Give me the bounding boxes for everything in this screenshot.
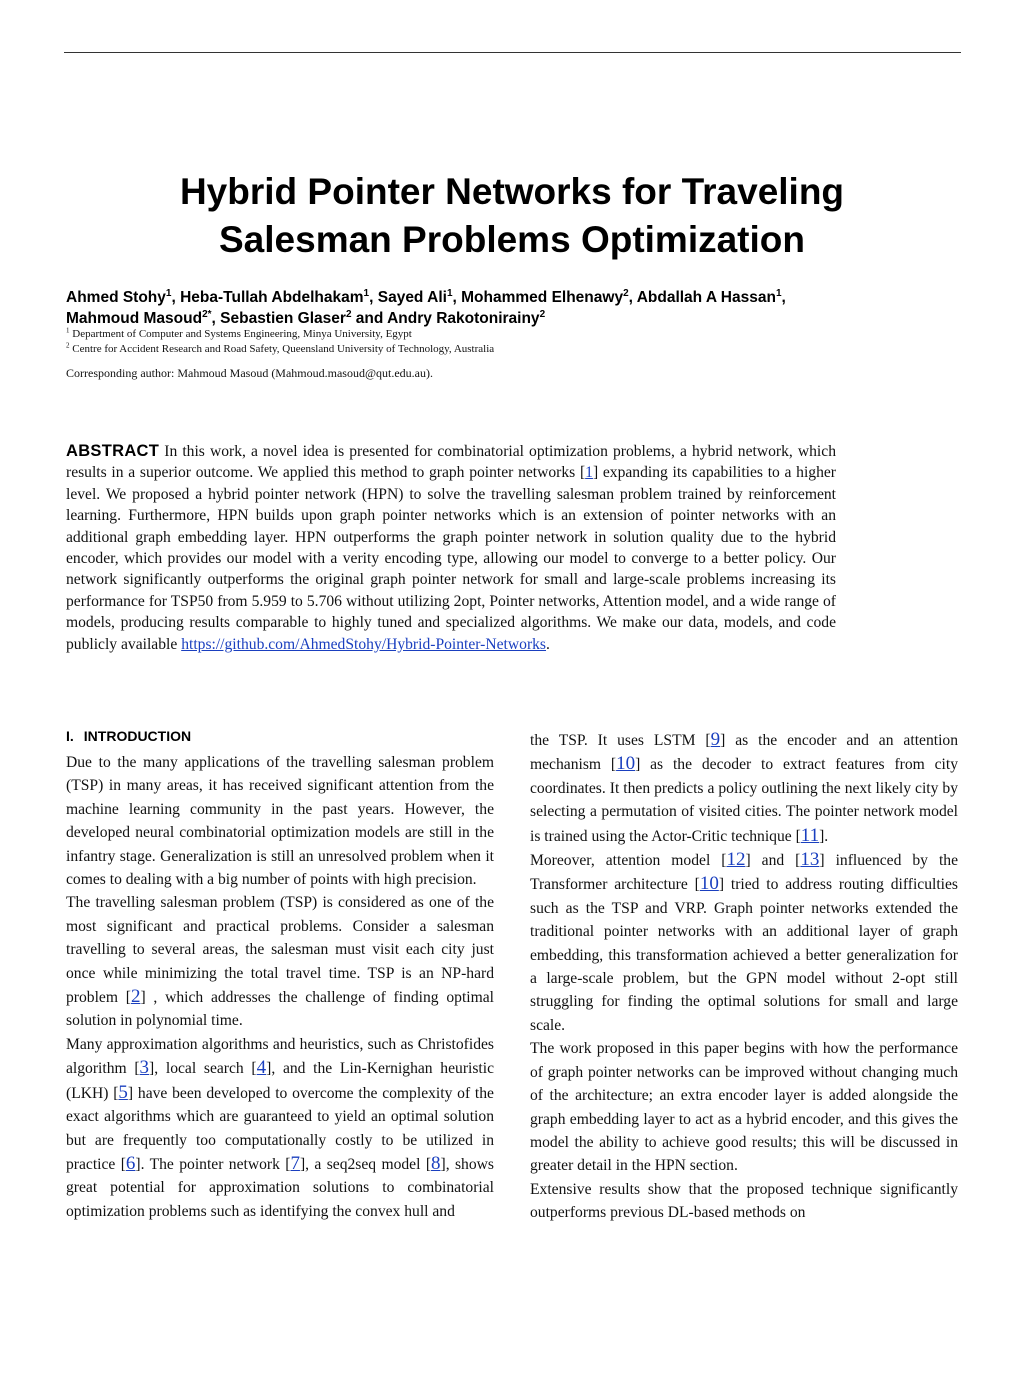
paper-title — [0, 168, 1024, 264]
affiliation-2: $^2$ Centre for Accident Research and Road Safety, Queensland University of Technology, Australia — [66, 341, 495, 355]
right-column — [530, 728, 958, 1225]
abstract-heading: ABSTRACT — [66, 442, 160, 460]
citation-link[interactable]: 2 — [130, 986, 141, 1008]
author: Mohammed Elhenawy$^2$ — [461, 287, 629, 306]
author: Abdallah A Hassan$^1$ — [636, 287, 782, 306]
paragraph: Extensive results show that the proposed technique significantly outperforms previous DL-based methods on — [530, 1180, 958, 1222]
paragraph: Many approximation algorithms and heuristics, such as Christofides algorithm [3], local search [4], and the Lin-Kernighan heuristic (LKH) [5] have been developed to overcome the complexity of the exact algorithms which are guaranteed to yield an optimal solution but are frequently too computationally costly to be utilized in practice [6]. The pointer network [7], a seq2seq model [8], shows great potential for approximation solutions to combinatorial optimization problems such as identifying the convex hull and — [66, 1035, 494, 1220]
title-line-2: Salesman Problems Optimization — [219, 219, 805, 260]
author: Sayed Ali$^1$ — [377, 287, 453, 306]
citation-link[interactable]: 13 — [800, 849, 820, 871]
paragraph: the TSP. It uses LSTM [9] as the encoder and an attention mechanism [10] as the decoder to extract features from city coordinates. It then predicts a policy outlining the next likely city by selecting a permutation of visited cities. The pointer network model is trained using the Actor-Critic technique [11]. — [530, 729, 959, 846]
paragraph: Moreover, attention model [12] and [13] influenced by the Transformer architecture [10] tried to address routing difficulties such as the TSP and VRP. Graph pointer networks extended the traditional pointer networks with an additional layer of graph embedding, this transformation achieved a better generalization for a large-scale problem, but the GPN model without 2-opt still struggling for finding the optimal solutions for small and large scale. — [530, 849, 959, 1034]
citation-link[interactable]: 7 — [290, 1152, 300, 1174]
corresponding-author: Corresponding author: Mahmoud Masoud (Mahmoud.masoud@qut.edu.au). — [66, 366, 434, 380]
citation-link[interactable]: 5 — [118, 1081, 128, 1103]
author: Andry Rakotonirainy$^2$ — [387, 308, 546, 327]
author: Heba-Tullah Abdelhakam$^1$ — [180, 287, 370, 306]
citation-link[interactable]: 4 — [256, 1057, 267, 1079]
left-column — [66, 725, 494, 1223]
affiliation-1: $^1$ Department of Computer and Systems Engineering, Minya University, Egypt — [66, 326, 412, 340]
citation-link[interactable]: 11 — [800, 824, 820, 846]
citation-link[interactable]: 9 — [710, 729, 721, 750]
abstract: ABSTRACT In this work, a novel idea is presented for combinatorial optimization problems, a hybrid network, which results in a superior outcome. We applied this method to graph pointer networks [1] expanding its capabilities to a higher level. We proposed a hybrid pointer network (HPN) to solve the travelling salesman problem trained by reinforcement learning. Furthermore, HPN builds upon graph pointer networks which is an extension of pointer networks with an additional graph embedding layer. HPN outperforms the graph pointer network in solution quality due to the hybrid encoder, which provides our model with a verity encoding type, allowing our model to converge to a better policy. Our network significantly outperforms the original graph pointer network for small and large-scale problems increasing its performance for TSP50 from 5.959 to 5.706 without utilizing 2opt, Pointer networks, Attention model, and a wide range of models, producing results comparable to highly tuned and specialized algorithms. We make our data, models, and code publicly available https://github.com/AhmedStohy/Hybrid-Pointer-Networks. — [66, 442, 836, 653]
citation-link[interactable]: 8 — [431, 1152, 441, 1174]
paragraph: The travelling salesman problem (TSP) is considered as one of the most significant and practical problems. Consider a salesman travelling to several areas, the salesman must visit each city just once while minimizing the total travel time. TSP is an NP-hard problem [2] , which addresses the challenge of finding optimal solution in polynomial time. — [66, 894, 494, 1030]
github-link[interactable]: https://github.com/AhmedStohy/Hybrid-Pointer-Networks — [181, 635, 547, 653]
author-list: Ahmed Stohy$^1$, Heba-Tullah Abdelhakam$^1$, Sayed Ali$^1$, Mohammed Elhenawy$^2$, Abdallah A Hassan$^1$, Mahmoud Masoud$^{2*}$, Sebastien Glaser$^2$ and Andry Rakotonirainy$^2$ — [66, 287, 786, 327]
paragraph: The work proposed in this paper begins with how the performance of graph pointer networks can be improved without changing much of the architecture; an extra encoder layer is added alongside the graph embedding layer to act as a hybrid encoder, and this gives the model the ability to achieve good results; this will be discussed in greater detail in the HPN section. — [530, 1040, 958, 1175]
citation-link[interactable]: 3 — [139, 1057, 150, 1079]
header-rule — [64, 52, 961, 53]
author: Ahmed Stohy$^1$ — [66, 287, 172, 306]
citation-link[interactable]: 10 — [699, 873, 719, 895]
citation-link[interactable]: 1 — [585, 464, 593, 482]
citation-link[interactable]: 10 — [616, 753, 636, 775]
author: Sebastien Glaser$^2$ — [220, 308, 352, 327]
citation-link[interactable]: 12 — [726, 849, 746, 871]
title-line-1: Hybrid Pointer Networks for Traveling — [179, 171, 845, 212]
paragraph: Due to the many applications of the travelling salesman problem (TSP) in many areas, it has received significant attention from the machine learning community in the past years. However, the developed neural combinatorial optimization models are still in the infantry stage. Generalization is still an unresolved problem when it comes to dealing with a big number of points with high precision. — [66, 754, 494, 889]
citation-link[interactable]: 6 — [125, 1152, 136, 1174]
author: Mahmoud Masoud$^{2*}$ — [66, 308, 212, 327]
section-heading: I. INTRODUCTION — [66, 728, 192, 744]
